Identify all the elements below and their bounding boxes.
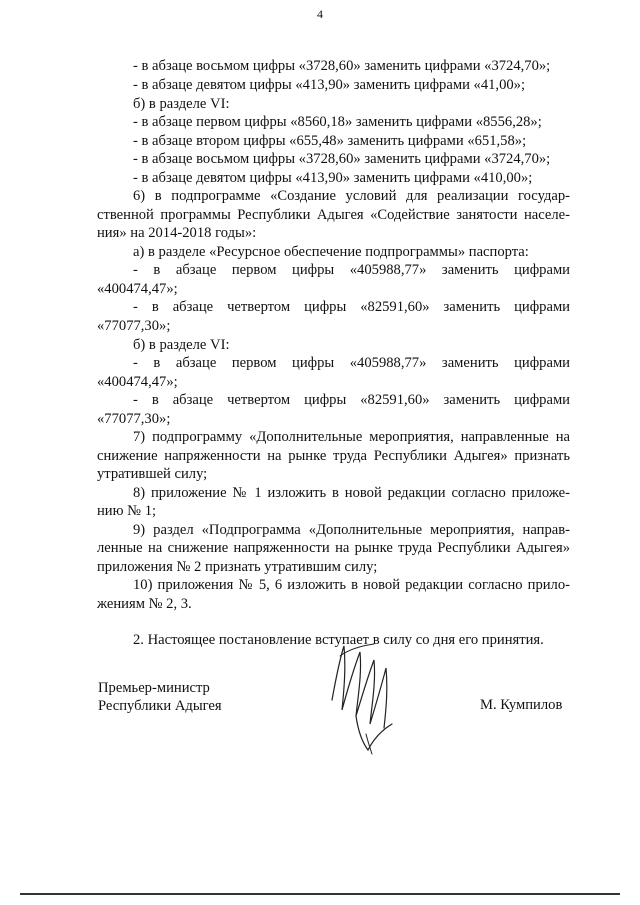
- page-bottom-border: [20, 893, 620, 895]
- signatory-name: М. Кумпилов: [480, 697, 563, 713]
- text-line: утратившей силу;: [97, 466, 208, 482]
- signatory-title: [98, 679, 222, 715]
- text-line: снижение напряженности на рынке труда Республики Адыгея» признать: [97, 448, 570, 464]
- text-line: «77077,30»;: [97, 318, 171, 334]
- text-line: жениям № 2, 3.: [97, 596, 192, 612]
- text-line: 2. Настоящее постановление вступает в силу со дня его принятия.: [133, 632, 544, 648]
- text-line: - в абзаце втором цифры «655,48» заменить цифрами «651,58»;: [133, 133, 527, 149]
- handwritten-signature: [326, 638, 416, 768]
- text-line: «77077,30»;: [97, 411, 171, 427]
- text-line: 9) раздел «Подпрограмма «Дополнительные мероприятия, направ-: [133, 522, 570, 538]
- text-line: б) в разделе VI:: [133, 337, 230, 353]
- text-line: 6) в подпрограмме «Создание условий для реализации государ-: [133, 188, 570, 204]
- text-line: 8) приложение № 1 изложить в новой редакции согласно приложе-: [133, 485, 570, 501]
- text-line: ленные на снижение напряженности на рынке труда Республики Адыгея»: [97, 540, 570, 556]
- text-line: - в абзаце девятом цифры «413,90» заменить цифрами «41,00»;: [133, 77, 526, 93]
- text-line: - в абзаце первом цифры «405988,77» заменить цифрами: [133, 262, 570, 278]
- page-number: 4: [317, 7, 323, 21]
- text-line: - в абзаце восьмом цифры «3728,60» заменить цифрами «3724,70»;: [133, 151, 551, 167]
- text-line: б) в разделе VI:: [133, 96, 230, 112]
- signatory-title-line: Республики Адыгея: [98, 698, 222, 714]
- text-line: а) в разделе «Ресурсное обеспечение подпрограммы» паспорта:: [133, 244, 529, 260]
- text-line: ственной программы Республики Адыгея «Содействие занятости населе-: [97, 207, 570, 223]
- text-line: приложения № 2 признать утратившим силу;: [97, 559, 378, 575]
- text-line: «400474,47»;: [97, 374, 178, 390]
- text-line: - в абзаце девятом цифры «413,90» заменить цифрами «410,00»;: [133, 170, 533, 186]
- text-line: 7) подпрограмму «Дополнительные мероприятия, направленные на: [133, 429, 570, 445]
- text-line: нию № 1;: [97, 503, 157, 519]
- text-line: - в абзаце первом цифры «405988,77» заменить цифрами: [133, 355, 570, 371]
- text-line: 10) приложения № 5, 6 изложить в новой редакции согласно прило-: [133, 577, 570, 593]
- text-line: - в абзаце первом цифры «8560,18» заменить цифрами «8556,28»;: [133, 114, 542, 130]
- signatory-title-line: Премьер-министр: [98, 680, 210, 696]
- text-line: - в абзаце четвертом цифры «82591,60» заменить цифрами: [133, 392, 570, 408]
- text-line: - в абзаце восьмом цифры «3728,60» заменить цифрами «3724,70»;: [133, 58, 551, 74]
- text-line: «400474,47»;: [97, 281, 178, 297]
- text-line: - в абзаце четвертом цифры «82591,60» заменить цифрами: [133, 299, 570, 315]
- text-line: ния» на 2014-2018 годы»:: [97, 225, 257, 241]
